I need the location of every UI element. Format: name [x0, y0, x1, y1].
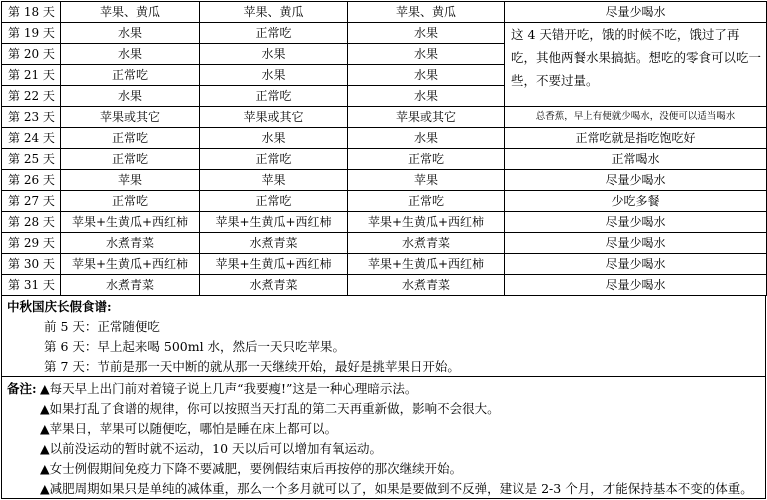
- table-row: [2, 275, 767, 296]
- breakfast-cell: 正常吃: [61, 65, 200, 86]
- note-cell: 少吃多餐: [505, 191, 767, 212]
- dinner-cell: 水果: [348, 65, 505, 86]
- holiday-line: 第 6 天：早上起来喝 500ml 水，然后一天只吃苹果。: [44, 339, 346, 354]
- table-row: [2, 254, 767, 275]
- lunch-cell: 正常吃: [200, 149, 348, 170]
- breakfast-cell: 水果: [61, 23, 200, 44]
- table-row: [2, 149, 767, 170]
- table-row: [2, 191, 767, 212]
- dinner-cell: 水果: [348, 128, 505, 149]
- note-cell: 总香蕉，早上有便就少喝水，没便可以适当喝水: [505, 107, 767, 128]
- note-cell: 正常吃就是指吃饱吃好: [505, 128, 767, 149]
- note-cell: 尽量少喝水: [505, 2, 767, 23]
- day-cell: 第 19 天: [2, 23, 61, 44]
- breakfast-cell: 水煮青菜: [61, 233, 200, 254]
- day-cell: 第 31 天: [2, 275, 61, 296]
- dinner-cell: 苹果: [348, 170, 505, 191]
- note-line: ▲女士例假期间免疫力下降不要减肥，要例假结束后再按停的那次继续开始。: [40, 461, 463, 476]
- holiday-line: 第 7 天：节前是那一天中断的就从那一天继续开始，最好是挑苹果日开始。: [44, 359, 460, 374]
- day-cell: 第 20 天: [2, 44, 61, 65]
- note-cell: 尽量少喝水: [505, 212, 767, 233]
- day-cell: 第 26 天: [2, 170, 61, 191]
- diet-plan-table: [1, 1, 767, 296]
- table-row: [2, 23, 767, 44]
- lunch-cell: 水果: [200, 128, 348, 149]
- breakfast-cell: 水果: [61, 44, 200, 65]
- table-row: [2, 170, 767, 191]
- dinner-cell: 水果: [348, 44, 505, 65]
- day-cell: 第 27 天: [2, 191, 61, 212]
- note-cell: 尽量少喝水: [505, 275, 767, 296]
- notes-section: [1, 377, 766, 499]
- dinner-cell: 正常吃: [348, 149, 505, 170]
- dinner-cell: 正常吃: [348, 191, 505, 212]
- table-row: [2, 107, 767, 128]
- note-line: ▲苹果日，苹果可以随便吃，哪怕是睡在床上都可以。: [40, 421, 338, 436]
- table-row: [2, 128, 767, 149]
- day-cell: 第 18 天: [2, 2, 61, 23]
- day-cell: 第 23 天: [2, 107, 61, 128]
- lunch-cell: 水果: [200, 65, 348, 86]
- note-cell: 尽量少喝水: [505, 233, 767, 254]
- lunch-cell: 水煮青菜: [200, 233, 348, 254]
- day-cell: 第 29 天: [2, 233, 61, 254]
- note-line: ▲以前没运动的暂时就不运动，10 天以后可以增加有氧运动。: [40, 441, 382, 456]
- dinner-cell: 苹果+生黄瓜+西红柿: [348, 254, 505, 275]
- breakfast-cell: 苹果: [61, 170, 200, 191]
- holiday-line: 前 5 天：正常随便吃: [44, 319, 160, 334]
- notes-label: 备注:: [7, 381, 37, 396]
- day-cell: 第 21 天: [2, 65, 61, 86]
- lunch-cell: 苹果、黄瓜: [200, 2, 348, 23]
- breakfast-cell: 水煮青菜: [61, 275, 200, 296]
- lunch-cell: 苹果+生黄瓜+西红柿: [200, 212, 348, 233]
- holiday-title: 中秋国庆长假食谱:: [7, 299, 112, 314]
- breakfast-cell: 正常吃: [61, 149, 200, 170]
- dinner-cell: 苹果+生黄瓜+西红柿: [348, 212, 505, 233]
- note-cell: 正常喝水: [505, 149, 767, 170]
- note-line: ▲每天早上出门前对着镜子说上几声“我要瘦!”这是一种心理暗示法。: [40, 381, 418, 396]
- breakfast-cell: 苹果或其它: [61, 107, 200, 128]
- table-row: [2, 233, 767, 254]
- day-cell: 第 30 天: [2, 254, 61, 275]
- note-cell: 尽量少喝水: [505, 170, 767, 191]
- table-row: [2, 2, 767, 23]
- lunch-cell: 正常吃: [200, 23, 348, 44]
- day-cell: 第 22 天: [2, 86, 61, 107]
- table-row: [2, 212, 767, 233]
- lunch-cell: 正常吃: [200, 191, 348, 212]
- breakfast-cell: 正常吃: [61, 128, 200, 149]
- lunch-cell: 苹果或其它: [200, 107, 348, 128]
- lunch-cell: 水煮青菜: [200, 275, 348, 296]
- dinner-cell: 水煮青菜: [348, 233, 505, 254]
- breakfast-cell: 水果: [61, 86, 200, 107]
- breakfast-cell: 苹果、黄瓜: [61, 2, 200, 23]
- lunch-cell: 水果: [200, 44, 348, 65]
- note-line: ▲如果打乱了食谱的规律，你可以按照当天打乱的第二天再重新做，影响不会很大。: [40, 401, 500, 416]
- dinner-cell: 苹果、黄瓜: [348, 2, 505, 23]
- dinner-cell: 水果: [348, 86, 505, 107]
- day-cell: 第 28 天: [2, 212, 61, 233]
- note-line: ▲减肥周期如果只是单纯的减体重，那么一个多月就可以了，如果是要做到不反弹，建议是 2-3 个月，才能保持基本不变的体重。: [40, 481, 753, 496]
- dinner-cell: 水果: [348, 23, 505, 44]
- day-cell: 第 25 天: [2, 149, 61, 170]
- merged-note-cell: 这 4 天错开吃，饿的时候不吃，饿过了再吃，其他两餐水果搞掂。想吃的零食可以吃一些，不要过量。: [505, 23, 767, 107]
- note-cell: 尽量少喝水: [505, 254, 767, 275]
- breakfast-cell: 正常吃: [61, 191, 200, 212]
- dinner-cell: 苹果或其它: [348, 107, 505, 128]
- breakfast-cell: 苹果+生黄瓜+西红柿: [61, 254, 200, 275]
- day-cell: 第 24 天: [2, 128, 61, 149]
- lunch-cell: 苹果+生黄瓜+西红柿: [200, 254, 348, 275]
- holiday-diet-section: [1, 295, 766, 377]
- lunch-cell: 苹果: [200, 170, 348, 191]
- breakfast-cell: 苹果+生黄瓜+西红柿: [61, 212, 200, 233]
- dinner-cell: 水煮青菜: [348, 275, 505, 296]
- lunch-cell: 正常吃: [200, 86, 348, 107]
